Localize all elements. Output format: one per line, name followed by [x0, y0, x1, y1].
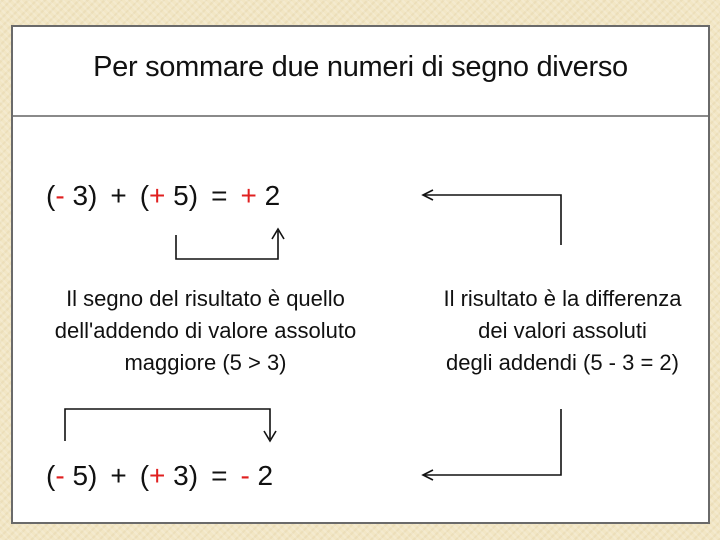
caption-line: Il segno del risultato è quello: [66, 286, 345, 311]
open-paren: (: [46, 180, 56, 211]
equals-sign: =: [211, 460, 228, 491]
difference-arrow-top: [423, 195, 561, 245]
addend2-sign: +: [149, 460, 166, 491]
caption-line: dei valori assoluti: [478, 318, 647, 343]
caption-line: dell'addendo di valore assoluto: [54, 318, 357, 343]
addend2-value: 3): [173, 460, 199, 491]
result-value: 2: [257, 460, 274, 491]
sign-bracket-arrow-2: [65, 409, 270, 441]
open-paren: (: [46, 460, 56, 491]
caption-line: Il risultato è la differenza: [443, 286, 682, 311]
addend1-value: 5): [72, 460, 98, 491]
caption-line: degli addendi (5 - 3 = 2): [446, 350, 679, 375]
addend1-sign: -: [55, 460, 65, 491]
open-paren: (: [139, 460, 150, 491]
addend2-value: 5): [173, 180, 199, 211]
addend2-sign: +: [149, 180, 166, 211]
addend1-value: 3): [72, 180, 98, 211]
sign-bracket-arrow-1: [176, 231, 278, 259]
diagram-title: Per sommare due numeri di segno diverso: [93, 51, 628, 83]
result-sign: +: [240, 180, 257, 211]
connector-arrows: [13, 27, 712, 526]
addend1-sign: -: [55, 180, 65, 211]
open-paren: (: [139, 180, 150, 211]
result-sign: -: [240, 460, 250, 491]
difference-arrow-bottom: [423, 409, 561, 475]
plus-operator: +: [110, 180, 127, 211]
equals-sign: =: [211, 180, 228, 211]
plus-operator: +: [110, 460, 127, 491]
caption-line: maggiore (5 > 3): [124, 350, 287, 375]
result-value: 2: [264, 180, 281, 211]
diagram-card: [11, 25, 710, 524]
